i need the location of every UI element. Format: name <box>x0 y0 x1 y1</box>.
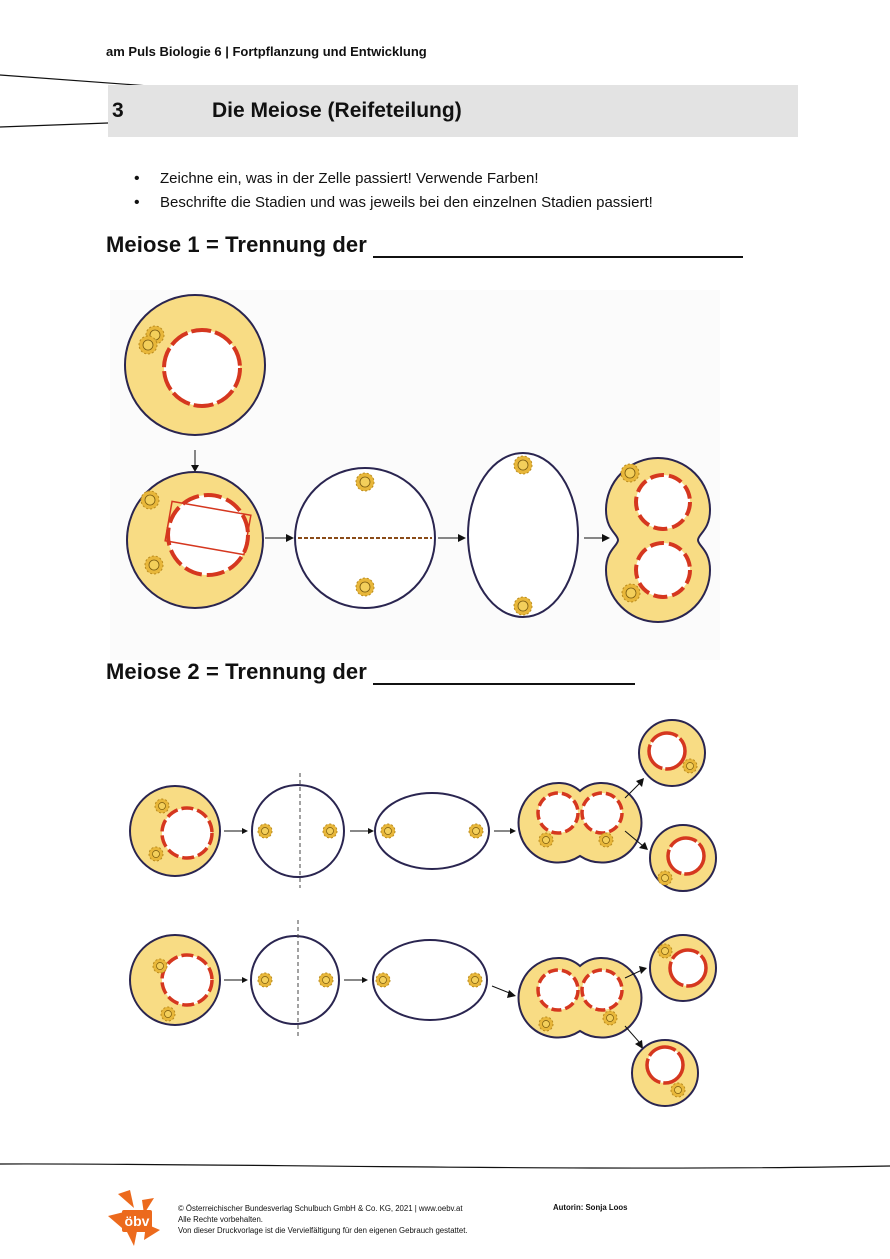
cell-metaphase <box>295 468 435 608</box>
meiosis2-diagram <box>120 718 720 1118</box>
instruction-list <box>128 168 653 216</box>
row1-cell-anaphase2 <box>375 793 489 869</box>
instruction-item: • Zeichne ein, was in der Zelle passiert! Verwende Farben! <box>128 168 653 192</box>
meiosis1-heading-text: Meiose 1 = Trennung der <box>106 232 367 257</box>
instruction-item: • Beschrifte die Stadien und was jeweils bei den einzelnen Stadien passiert! <box>128 192 653 216</box>
chapter-number: 3 <box>112 99 124 122</box>
cell-anaphase <box>468 453 578 617</box>
row2-cell-telophase2 <box>519 958 642 1038</box>
meiosis2-heading-text: Meiose 2 = Trennung der <box>106 659 367 684</box>
row2-cell-anaphase2 <box>373 940 487 1020</box>
row1-cell-telophase2 <box>519 783 642 863</box>
meiosis2-answer-blank[interactable] <box>373 663 635 685</box>
publisher-logo <box>104 1186 166 1248</box>
row2-cell-prophase2 <box>130 935 220 1025</box>
meiosis1-answer-blank[interactable] <box>373 236 743 258</box>
footer-copyright <box>178 1203 538 1236</box>
row1-cell-metaphase2 <box>252 773 344 888</box>
footer-divider <box>0 1160 890 1174</box>
row2-daughter-cell-top <box>650 935 716 1001</box>
cell-interphase <box>125 295 265 435</box>
meiosis2-heading <box>106 659 635 685</box>
cell-prophase <box>127 472 263 608</box>
rights-line: Alle Rechte vorbehalten. <box>178 1215 263 1224</box>
logo-text: öbv <box>124 1213 150 1229</box>
row1-daughter-cell-bottom <box>650 825 716 891</box>
copyright-line: © Österreichischer Bundesverlag Schulbuch GmbH & Co. KG, 2021 | www.oebv.at <box>178 1204 463 1213</box>
row2-cell-metaphase2 <box>251 920 339 1038</box>
header-series: am Puls Biologie 6 | Fortpflanzung und Entwicklung <box>106 44 427 59</box>
row1-daughter-cell-top <box>639 720 705 786</box>
meiosis1-heading <box>106 232 743 258</box>
usage-line: Von dieser Druckvorlage ist die Vervielfältigung für den eigenen Gebrauch gestattet. <box>178 1226 468 1235</box>
row2-daughter-cell-bottom <box>632 1040 698 1106</box>
row1-cell-prophase2 <box>130 786 220 876</box>
page-title: Die Meiose (Reifeteilung) <box>212 99 462 122</box>
footer-author: Autorin: Sonja Loos <box>553 1203 628 1212</box>
meiosis1-diagram <box>110 290 720 660</box>
cell-telophase <box>606 458 710 622</box>
